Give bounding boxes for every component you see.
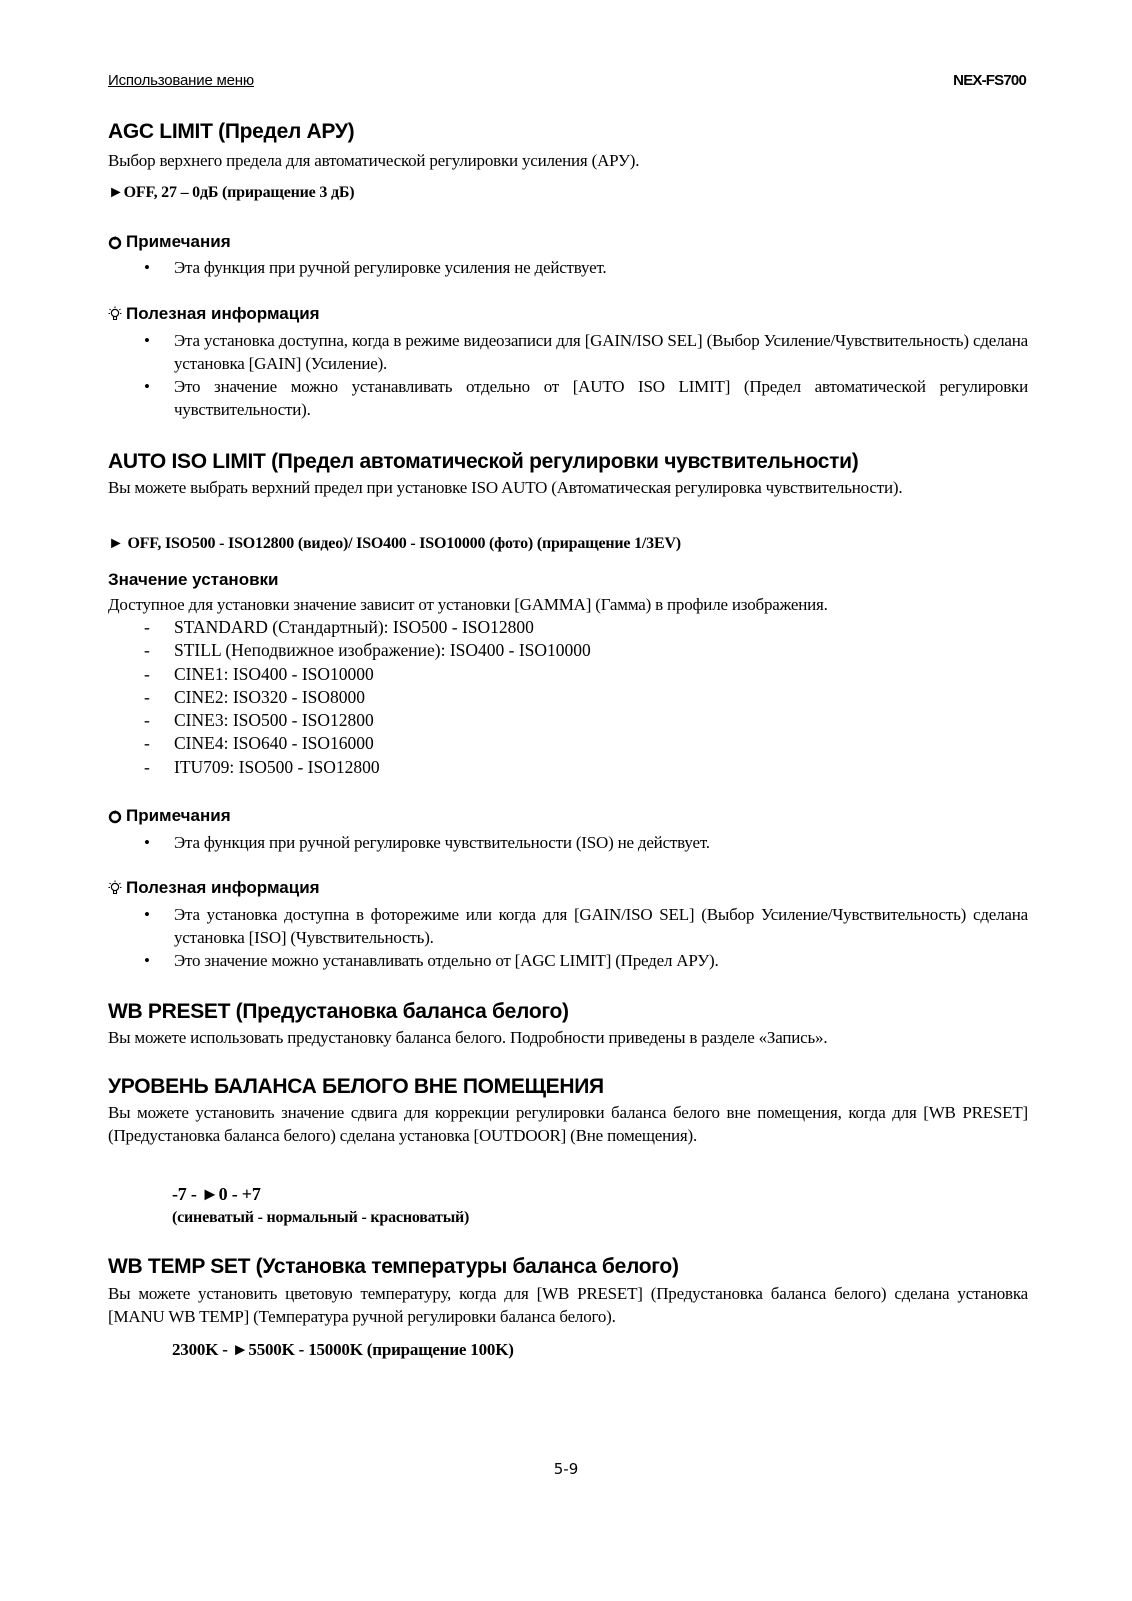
gamma-iso-item: - CINE3: ISO500 - ISO12800 — [140, 709, 591, 732]
default-marker-icon: ► — [108, 535, 128, 552]
gamma-iso-item: - STANDARD (Стандартный): ISO500 - ISO12800 — [140, 616, 591, 639]
agc-limit-description: Выбор верхнего предела для автоматической регулировки усиления (АРУ). — [108, 151, 640, 170]
lightbulb-icon — [108, 306, 122, 322]
lightbulb-icon — [108, 880, 122, 896]
auto-iso-limit-options — [108, 535, 681, 553]
outdoor-wb-level-description: Вы можете установить значение сдвига для коррекции регулировки баланса белого вне помещения, когда для [WB PRESET] (Предустановка баланса белого) сделана установка [OUTDOOR] (Вне помещения). — [108, 1103, 1028, 1145]
page-number: 5-9 — [553, 1460, 579, 1478]
auto-iso-limit-description: Вы можете выбрать верхний предел при установке ISO AUTO (Автоматическая регулировка чувствительности). — [108, 478, 903, 497]
agc-limit-options-text: OFF, 27 – 0дБ (приращение 3 дБ) — [123, 184, 355, 201]
auto-iso-limit-options-text: OFF, ISO500 - ISO12800 (видео)/ ISO400 - ISO10000 (фото) (приращение 1/3EV) — [127, 535, 681, 552]
outdoor-wb-range: -7 - ►0 - +7 — [172, 1184, 261, 1204]
auto-iso-limit-heading: AUTO ISO LIMIT (Предел автоматической регулировки чувствительности) — [108, 450, 859, 473]
iso-tips-list — [140, 903, 1028, 972]
agc-tip-item: • Это значение можно устанавливать отдельно от [AUTO ISO LIMIT] (Предел автоматической регулировки чувствительности). — [140, 375, 1028, 421]
agc-limit-heading: AGC LIMIT (Предел АРУ) — [108, 120, 355, 143]
agc-notes-title: Примечания — [126, 232, 231, 251]
wb-temp-set-heading: WB TEMP SET (Установка температуры баланса белого) — [108, 1255, 679, 1278]
iso-notes-title: Примечания — [126, 806, 231, 825]
wb-temp-set-range: 2300K - ►5500K - 15000K (приращение 100K) — [172, 1340, 514, 1359]
agc-limit-options — [108, 184, 354, 202]
iso-note-item: • Эта функция при ручной регулировке чувствительности (ISO) не действует. — [140, 831, 1028, 854]
agc-tips-title: Полезная информация — [126, 304, 320, 323]
agc-tips-list — [140, 329, 1028, 421]
iso-notes-heading — [108, 806, 231, 826]
agc-tips-heading — [108, 304, 320, 324]
iso-setting-description: Доступное для установки значение зависит от установки [GAMMA] (Гамма) в профиле изображения. — [108, 595, 828, 614]
iso-tips-title: Полезная информация — [126, 878, 320, 897]
note-icon — [108, 234, 122, 250]
iso-tip-item: • Это значение можно устанавливать отдельно от [AGC LIMIT] (Предел АРУ). — [140, 949, 1028, 972]
note-icon — [108, 808, 122, 824]
gamma-iso-item: - CINE2: ISO320 - ISO8000 — [140, 686, 591, 709]
wb-preset-description: Вы можете использовать предустановку баланса белого. Подробности приведены в разделе «Запись». — [108, 1028, 828, 1047]
gamma-iso-item: - CINE4: ISO640 - ISO16000 — [140, 732, 591, 755]
agc-note-item: • Эта функция при ручной регулировке усиления не действует. — [140, 256, 1028, 279]
outdoor-wb-range-description: (синеватый - нормальный - красноватый) — [172, 1209, 470, 1226]
wb-temp-set-description: Вы можете установить цветовую температуру, когда для [WB PRESET] (Предустановка баланса белого) сделана установка [MANU WB TEMP] (Температура ручной регулировки баланса белого). — [108, 1284, 1028, 1326]
page-header-model: NEX-FS700 — [953, 72, 1026, 89]
gamma-iso-item: - CINE1: ISO400 - ISO10000 — [140, 663, 591, 686]
wb-preset-heading: WB PRESET (Предустановка баланса белого) — [108, 1000, 569, 1023]
gamma-iso-list — [140, 616, 591, 779]
agc-notes-heading — [108, 232, 231, 252]
iso-setting-heading: Значение установки — [108, 570, 279, 589]
gamma-iso-item: - ITU709: ISO500 - ISO12800 — [140, 756, 591, 779]
page-header-section: Использование меню — [108, 72, 254, 89]
default-marker-icon: ► — [108, 184, 124, 201]
gamma-iso-item: - STILL (Неподвижное изображение): ISO400 - ISO10000 — [140, 639, 591, 662]
iso-tip-item: • Эта установка доступна в фоторежиме или когда для [GAIN/ISO SEL] (Выбор Усиление/Чувствительность) сделана установка [ISO] (Чувствительность). — [140, 903, 1028, 949]
agc-tip-item: • Эта установка доступна, когда в режиме видеозаписи для [GAIN/ISO SEL] (Выбор Усиление/Чувствительность) сделана установка [GAIN] (Усиление). — [140, 329, 1028, 375]
agc-notes-list — [140, 256, 1028, 279]
outdoor-wb-level-heading: УРОВЕНЬ БАЛАНСА БЕЛОГО ВНЕ ПОМЕЩЕНИЯ — [108, 1075, 604, 1098]
iso-notes-list — [140, 831, 1028, 854]
iso-tips-heading — [108, 878, 320, 898]
